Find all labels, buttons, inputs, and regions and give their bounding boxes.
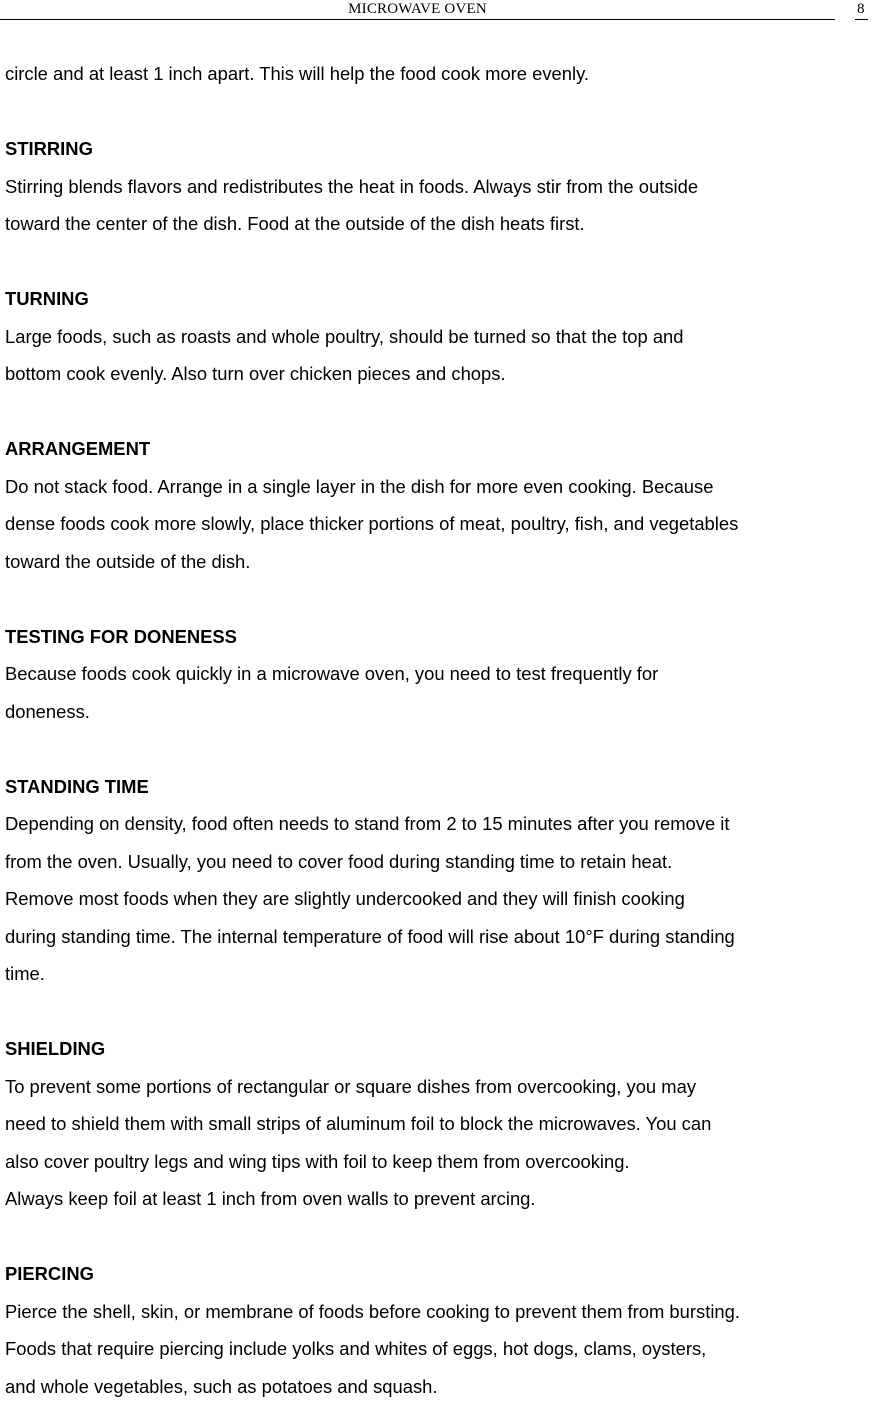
paragraph-line: toward the center of the dish. Food at the outside of the dish heats first. (5, 205, 871, 243)
paragraph-line: Always keep foil at least 1 inch from oven walls to prevent arcing. (5, 1180, 871, 1218)
paragraph-line: and whole vegetables, such as potatoes and squash. (5, 1368, 871, 1405)
paragraph-line: doneness. (5, 693, 871, 731)
page-number: 8 (857, 0, 865, 18)
paragraph-line: during standing time. The internal temperature of food will rise about 10°F during standing (5, 918, 871, 956)
section-standing-time (5, 768, 871, 993)
section-heading: SHIELDING (5, 1030, 871, 1068)
header-title: MICROWAVE OVEN (0, 0, 835, 18)
paragraph-line: toward the outside of the dish. (5, 543, 871, 581)
section-stirring (5, 130, 871, 243)
section-shielding (5, 1030, 871, 1218)
paragraph-line: Depending on density, food often needs to stand from 2 to 15 minutes after you remove it (5, 805, 871, 843)
paragraph-line: time. (5, 955, 871, 993)
paragraph-line: from the oven. Usually, you need to cover food during standing time to retain heat. (5, 843, 871, 881)
section-piercing (5, 1255, 871, 1405)
paragraph-line: bottom cook evenly. Also turn over chicken pieces and chops. (5, 355, 871, 393)
section-heading: TESTING FOR DONENESS (5, 618, 871, 656)
section-heading: STANDING TIME (5, 768, 871, 806)
section-heading: PIERCING (5, 1255, 871, 1293)
section-heading: TURNING (5, 280, 871, 318)
section-heading: ARRANGEMENT (5, 430, 871, 468)
page-number-rule (855, 19, 868, 20)
paragraph-line: Because foods cook quickly in a microwave oven, you need to test frequently for (5, 655, 871, 693)
paragraph-line: Stirring blends flavors and redistributes the heat in foods. Always stir from the outside (5, 168, 871, 206)
section-turning (5, 280, 871, 393)
paragraph-line: Remove most foods when they are slightly undercooked and they will finish cooking (5, 880, 871, 918)
page-header (0, 0, 873, 24)
paragraph-line: also cover poultry legs and wing tips with foil to keep them from overcooking. (5, 1143, 871, 1181)
paragraph-line: Pierce the shell, skin, or membrane of foods before cooking to prevent them from bursting. (5, 1293, 871, 1331)
section-testing-for-doneness (5, 618, 871, 731)
header-rule (0, 19, 835, 20)
paragraph-line: To prevent some portions of rectangular or square dishes from overcooking, you may (5, 1068, 871, 1106)
paragraph-line: Foods that require piercing include yolks and whites of eggs, hot dogs, clams, oysters, (5, 1330, 871, 1368)
paragraph-line: need to shield them with small strips of aluminum foil to block the microwaves. You can (5, 1105, 871, 1143)
paragraph-line: dense foods cook more slowly, place thicker portions of meat, poultry, fish, and vegetables (5, 505, 871, 543)
paragraph-line: Do not stack food. Arrange in a single layer in the dish for more even cooking. Because (5, 468, 871, 506)
paragraph-line: Large foods, such as roasts and whole poultry, should be turned so that the top and (5, 318, 871, 356)
intro-paragraph: circle and at least 1 inch apart. This will help the food cook more evenly. (5, 55, 871, 93)
document-body (5, 55, 871, 1405)
section-arrangement (5, 430, 871, 580)
section-heading: STIRRING (5, 130, 871, 168)
